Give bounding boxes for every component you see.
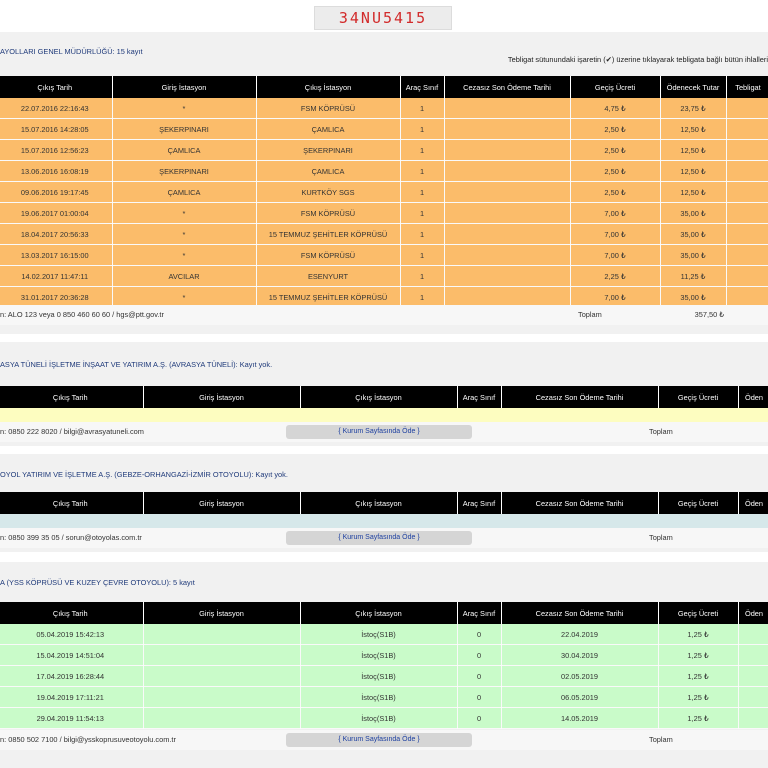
table-row[interactable] bbox=[0, 245, 768, 266]
table-cell: 7,00 ₺ bbox=[570, 203, 660, 224]
table-cell: ŞEKERPINARI bbox=[112, 119, 256, 140]
section-title: AYOLLARI GENEL MÜDÜRLÜĞÜ: 15 kayıt bbox=[0, 47, 143, 56]
table-cell: 7,00 ₺ bbox=[570, 224, 660, 245]
section-avrasya bbox=[0, 342, 768, 446]
tebligat-note: Tebligat sütunundaki işaretin (✔) üzerine tıklayarak tebligata bağlı bütün ihlalleri bbox=[507, 55, 768, 64]
table-row[interactable] bbox=[0, 98, 768, 119]
license-plate: 34NU5415 bbox=[314, 6, 452, 30]
table-row[interactable] bbox=[0, 687, 768, 708]
col-header[interactable]: Tebligat bbox=[726, 76, 768, 98]
table-cell: 31.01.2017 20:36:28 bbox=[0, 287, 112, 308]
table-row[interactable] bbox=[0, 140, 768, 161]
col-header[interactable]: Öden bbox=[738, 492, 768, 514]
section-yss bbox=[0, 562, 768, 768]
table-cell: 0 bbox=[457, 624, 501, 645]
table-cell bbox=[726, 98, 768, 119]
table-cell bbox=[738, 708, 768, 729]
col-header[interactable]: Cezasız Son Ödeme Tarihi bbox=[501, 602, 658, 624]
table-cell: 1 bbox=[400, 224, 444, 245]
col-header[interactable]: Geçiş Ücreti bbox=[658, 602, 738, 624]
table-cell: 15.07.2016 12:56:23 bbox=[0, 140, 112, 161]
col-header[interactable]: Geçiş Ücreti bbox=[570, 76, 660, 98]
table-row[interactable] bbox=[0, 161, 768, 182]
col-header[interactable]: Giriş İstasyon bbox=[143, 492, 300, 514]
table-cell: 14.02.2017 11:47:11 bbox=[0, 266, 112, 287]
table-cell: * bbox=[112, 245, 256, 266]
col-header[interactable]: Çıkış İstasyon bbox=[300, 492, 457, 514]
table-cell bbox=[444, 245, 570, 266]
col-header[interactable]: Araç Sınıf bbox=[457, 602, 501, 624]
table-cell: 2,50 ₺ bbox=[570, 140, 660, 161]
table-cell: 1 bbox=[400, 203, 444, 224]
col-header[interactable]: Geçiş Ücreti bbox=[658, 492, 738, 514]
table-cell: * bbox=[112, 98, 256, 119]
col-header[interactable]: Giriş İstasyon bbox=[143, 386, 300, 408]
table-cell: İstoç(S1B) bbox=[300, 645, 457, 666]
table-row[interactable] bbox=[0, 666, 768, 687]
table-cell: 35,00 ₺ bbox=[660, 287, 726, 308]
table-cell: 15 TEMMUZ ŞEHİTLER KÖPRÜSÜ bbox=[256, 224, 400, 245]
table-row[interactable] bbox=[0, 645, 768, 666]
table-cell: 1,25 ₺ bbox=[658, 645, 738, 666]
table-cell bbox=[726, 161, 768, 182]
table-cell: 1 bbox=[400, 98, 444, 119]
table-cell bbox=[444, 119, 570, 140]
table-cell: İstoç(S1B) bbox=[300, 666, 457, 687]
table-cell: 18.04.2017 20:56:33 bbox=[0, 224, 112, 245]
table-cell: 06.05.2019 bbox=[501, 687, 658, 708]
table-cell: 22.07.2016 22:16:43 bbox=[0, 98, 112, 119]
table-cell bbox=[726, 266, 768, 287]
table-cell: 1 bbox=[400, 161, 444, 182]
table-cell: 09.06.2016 19:17:45 bbox=[0, 182, 112, 203]
col-header[interactable]: Öden bbox=[738, 602, 768, 624]
section-title: A (YSS KÖPRÜSÜ VE KUZEY ÇEVRE OTOYOLU): 5 kayıt bbox=[0, 578, 195, 587]
col-header[interactable]: Çıkış Tarih bbox=[0, 76, 112, 98]
col-header[interactable]: Cezasız Son Ödeme Tarihi bbox=[501, 492, 658, 514]
section-divider bbox=[0, 552, 768, 560]
table-cell: 22.04.2019 bbox=[501, 624, 658, 645]
table-cell: 23,75 ₺ bbox=[660, 98, 726, 119]
table-cell: KURTKÖY SGS bbox=[256, 182, 400, 203]
table-cell: 15.04.2019 14:51:04 bbox=[0, 645, 143, 666]
col-header[interactable]: Çıkış Tarih bbox=[0, 492, 143, 514]
table-cell: 12,50 ₺ bbox=[660, 140, 726, 161]
table-cell bbox=[738, 645, 768, 666]
table-cell: 12,50 ₺ bbox=[660, 182, 726, 203]
table-cell: 12,50 ₺ bbox=[660, 119, 726, 140]
table-cell bbox=[143, 708, 300, 729]
table-cell: 35,00 ₺ bbox=[660, 203, 726, 224]
table-cell: İstoç(S1B) bbox=[300, 708, 457, 729]
table-cell: 12,50 ₺ bbox=[660, 161, 726, 182]
total-value: 357,50 ₺ bbox=[694, 310, 724, 319]
section-divider bbox=[0, 446, 768, 454]
pay-on-provider-button[interactable]: { Kurum Sayfasında Öde } bbox=[286, 733, 472, 747]
table-cell: 1 bbox=[400, 287, 444, 308]
table-cell bbox=[143, 645, 300, 666]
table-cell: * bbox=[112, 203, 256, 224]
col-header[interactable]: Ödenecek Tutar bbox=[660, 76, 726, 98]
table-cell: 1 bbox=[400, 245, 444, 266]
table-cell: ESENYURT bbox=[256, 266, 400, 287]
table-cell: 7,00 ₺ bbox=[570, 287, 660, 308]
table-row[interactable] bbox=[0, 708, 768, 729]
table-cell: 2,50 ₺ bbox=[570, 119, 660, 140]
table-cell: İstoç(S1B) bbox=[300, 624, 457, 645]
table-cell bbox=[726, 224, 768, 245]
pay-on-provider-button[interactable]: { Kurum Sayfasında Öde } bbox=[286, 531, 472, 545]
pay-on-provider-button[interactable]: { Kurum Sayfasında Öde } bbox=[286, 425, 472, 439]
total-label: Toplam bbox=[649, 735, 673, 744]
section-title: OYOL YATIRIM VE İŞLETME A.Ş. (GEBZE-ORHANGAZİ-İZMİR OTOYOLU): Kayıt yok. bbox=[0, 470, 288, 479]
table-cell: 7,00 ₺ bbox=[570, 245, 660, 266]
table-cell: ÇAMLICA bbox=[112, 182, 256, 203]
table-row[interactable] bbox=[0, 224, 768, 245]
section-otoyol bbox=[0, 454, 768, 552]
col-header[interactable]: Giriş İstasyon bbox=[143, 602, 300, 624]
table-cell bbox=[726, 203, 768, 224]
table-cell: 29.04.2019 11:54:13 bbox=[0, 708, 143, 729]
total-label: Toplam bbox=[578, 310, 602, 319]
table-cell: 15 TEMMUZ ŞEHİTLER KÖPRÜSÜ bbox=[256, 287, 400, 308]
table-cell: ÇAMLICA bbox=[112, 140, 256, 161]
contact-info: n: 0850 502 7100 / bilgi@ysskoprusuveotoyolu.com.tr bbox=[0, 735, 176, 744]
table-cell: * bbox=[112, 287, 256, 308]
table-cell: 2,50 ₺ bbox=[570, 182, 660, 203]
table-header bbox=[0, 492, 768, 514]
table-cell: 4,75 ₺ bbox=[570, 98, 660, 119]
col-header[interactable]: Çıkış İstasyon bbox=[256, 76, 400, 98]
table-cell: 0 bbox=[457, 687, 501, 708]
total-label: Toplam bbox=[649, 533, 673, 542]
table-cell: 2,25 ₺ bbox=[570, 266, 660, 287]
table-cell: 0 bbox=[457, 645, 501, 666]
table-row[interactable] bbox=[0, 182, 768, 203]
table-cell bbox=[143, 687, 300, 708]
table-cell: 1 bbox=[400, 119, 444, 140]
table-cell: 35,00 ₺ bbox=[660, 245, 726, 266]
table-cell: 35,00 ₺ bbox=[660, 224, 726, 245]
contact-info: n: 0850 222 8020 / bilgi@avrasyatuneli.com bbox=[0, 427, 144, 436]
table-cell: ÇAMLICA bbox=[256, 161, 400, 182]
table-cell bbox=[444, 140, 570, 161]
section-kgm bbox=[0, 32, 768, 334]
table-cell bbox=[726, 182, 768, 203]
table-cell: 14.05.2019 bbox=[501, 708, 658, 729]
table-cell: 19.04.2019 17:11:21 bbox=[0, 687, 143, 708]
col-header[interactable]: Cezasız Son Ödeme Tarihi bbox=[501, 386, 658, 408]
table-cell: FSM KÖPRÜSÜ bbox=[256, 98, 400, 119]
table-cell: FSM KÖPRÜSÜ bbox=[256, 245, 400, 266]
table-cell: 13.03.2017 16:15:00 bbox=[0, 245, 112, 266]
col-header[interactable]: Cezasız Son Ödeme Tarihi bbox=[444, 76, 570, 98]
section-title: ASYA TÜNELİ İŞLETME İNŞAAT VE YATIRIM A.Ş. (AVRASYA TÜNELİ): Kayıt yok. bbox=[0, 360, 273, 369]
table-row[interactable] bbox=[0, 119, 768, 140]
table-cell bbox=[444, 98, 570, 119]
kgm-footer bbox=[0, 305, 768, 325]
table-cell: ŞEKERPINARI bbox=[256, 140, 400, 161]
table-cell: 1,25 ₺ bbox=[658, 708, 738, 729]
table-cell bbox=[738, 687, 768, 708]
section-divider bbox=[0, 334, 768, 342]
table-cell bbox=[444, 224, 570, 245]
contact-info: n: 0850 399 35 05 / sorun@otoyolas.com.tr bbox=[0, 533, 142, 542]
table-cell bbox=[738, 666, 768, 687]
col-header[interactable]: Araç Sınıf bbox=[457, 492, 501, 514]
table-cell bbox=[726, 245, 768, 266]
table-cell bbox=[143, 666, 300, 687]
table-cell: FSM KÖPRÜSÜ bbox=[256, 203, 400, 224]
otoyol-footer bbox=[0, 528, 768, 548]
table-cell: 19.06.2017 01:00:04 bbox=[0, 203, 112, 224]
table-cell: 2,50 ₺ bbox=[570, 161, 660, 182]
table-cell bbox=[444, 266, 570, 287]
col-header[interactable]: Araç Sınıf bbox=[457, 386, 501, 408]
table-cell: 13.06.2016 16:08:19 bbox=[0, 161, 112, 182]
table-cell bbox=[143, 624, 300, 645]
table-cell: ŞEKERPINARI bbox=[112, 161, 256, 182]
table-cell: 30.04.2019 bbox=[501, 645, 658, 666]
table-cell: 1 bbox=[400, 140, 444, 161]
table-cell: 02.05.2019 bbox=[501, 666, 658, 687]
col-header[interactable]: Geçiş Ücreti bbox=[658, 386, 738, 408]
table-cell: ÇAMLICA bbox=[256, 119, 400, 140]
table-cell: 1,25 ₺ bbox=[658, 624, 738, 645]
table-row[interactable] bbox=[0, 266, 768, 287]
yss-table bbox=[0, 602, 768, 729]
contact-info: n: ALO 123 veya 0 850 460 60 60 / hgs@ptt.gov.tr bbox=[0, 310, 164, 319]
table-row[interactable] bbox=[0, 203, 768, 224]
table-cell bbox=[738, 624, 768, 645]
col-header[interactable]: Öden bbox=[738, 386, 768, 408]
col-header[interactable]: Giriş İstasyon bbox=[112, 76, 256, 98]
table-cell: İstoç(S1B) bbox=[300, 687, 457, 708]
table-row[interactable] bbox=[0, 624, 768, 645]
col-header[interactable]: Çıkış İstasyon bbox=[300, 602, 457, 624]
avrasya-footer bbox=[0, 422, 768, 442]
yss-footer bbox=[0, 730, 768, 750]
table-cell: 1,25 ₺ bbox=[658, 687, 738, 708]
table-cell: 1 bbox=[400, 182, 444, 203]
table-cell: * bbox=[112, 224, 256, 245]
table-cell bbox=[444, 161, 570, 182]
table-header bbox=[0, 76, 768, 98]
table-cell: 1 bbox=[400, 266, 444, 287]
table-cell bbox=[444, 182, 570, 203]
table-cell: 11,25 ₺ bbox=[660, 266, 726, 287]
table-cell: AVCILAR bbox=[112, 266, 256, 287]
table-cell bbox=[726, 119, 768, 140]
col-header[interactable]: Çıkış İstasyon bbox=[300, 386, 457, 408]
table-cell: 0 bbox=[457, 666, 501, 687]
total-label: Toplam bbox=[649, 427, 673, 436]
table-cell: 0 bbox=[457, 708, 501, 729]
table-cell: 15.07.2016 14:28:05 bbox=[0, 119, 112, 140]
table-cell bbox=[726, 140, 768, 161]
plate-bar bbox=[0, 0, 768, 30]
table-cell: 17.04.2019 16:28:44 bbox=[0, 666, 143, 687]
col-header[interactable]: Çıkış Tarih bbox=[0, 386, 143, 408]
col-header[interactable]: Araç Sınıf bbox=[400, 76, 444, 98]
col-header[interactable]: Çıkış Tarih bbox=[0, 602, 143, 624]
table-cell: 1,25 ₺ bbox=[658, 666, 738, 687]
kgm-table bbox=[0, 76, 768, 308]
table-header bbox=[0, 602, 768, 624]
table-header bbox=[0, 386, 768, 408]
table-cell bbox=[444, 203, 570, 224]
table-cell: 05.04.2019 15:42:13 bbox=[0, 624, 143, 645]
